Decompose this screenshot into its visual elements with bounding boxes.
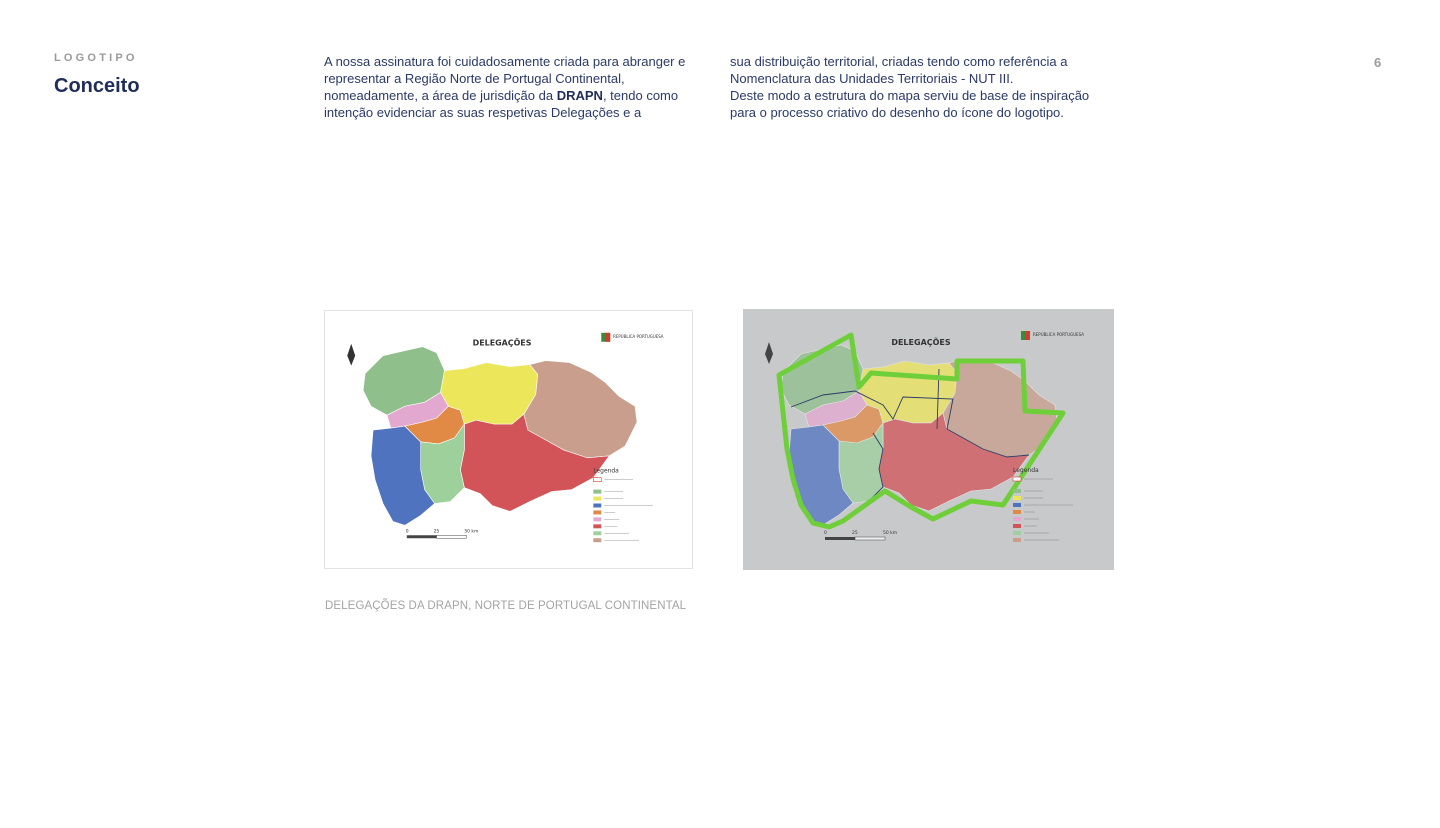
- body-paragraph-3: Deste modo a estrutura do mapa serviu de base de inspiração para o processo criativo do desenho do ícone do logotipo.: [730, 88, 1090, 120]
- body-paragraph-1: [324, 53, 704, 121]
- body-paragraph-2: sua distribuição territorial, criadas tendo como referência a Nomenclatura das Unidades Territoriais - NUT III.: [730, 54, 1068, 86]
- republic-label: REPÚBLICA PORTUGUESA: [613, 333, 664, 339]
- delegacoes-map-outlined-svg: [743, 309, 1114, 570]
- scale-bar: [824, 530, 897, 540]
- map-title: DELEGAÇÕES: [472, 338, 532, 348]
- scale-label-0: 0: [824, 531, 827, 536]
- delegacoes-map-image: [324, 310, 693, 569]
- scale-label-25: 25: [852, 531, 858, 536]
- delegacoes-map-svg: [325, 311, 692, 568]
- page-title: Conceito: [54, 75, 140, 97]
- republic-logo: [1021, 331, 1084, 340]
- body-text-bold: DRAPN: [556, 88, 603, 103]
- page-number: 6: [1374, 55, 1382, 70]
- scale-label-0: 0: [405, 529, 409, 535]
- legend-title: Legenda: [1013, 467, 1039, 474]
- scale-label-50: 50 km: [464, 529, 479, 535]
- republic-label: REPÚBLICA PORTUGUESA: [1033, 332, 1084, 337]
- republic-logo: [601, 333, 664, 342]
- scale-bar: [406, 528, 479, 538]
- legend-title: Legenda: [593, 467, 619, 475]
- body-text-pre: A nossa assinatura foi cuidadosamente criada para abranger e representar a Região Norte de Portugal Continental, nomeadamente, a área de jurisdição da: [324, 54, 686, 103]
- north-arrow-icon: [347, 344, 355, 366]
- map-legend: [593, 468, 653, 542]
- body-text-post: , tendo como intenção evidenciar as suas respetivas Delegações e a: [324, 88, 679, 120]
- map-title: DELEGAÇÕES: [891, 338, 951, 347]
- north-arrow-icon: [765, 342, 773, 364]
- scale-label-25: 25: [433, 529, 440, 535]
- delegacoes-map-outlined-image: [743, 309, 1114, 570]
- scale-label-50: 50 km: [883, 531, 898, 536]
- body-column-2: [730, 53, 1110, 121]
- section-eyebrow: LOGOTIPO: [54, 52, 138, 64]
- body-column-1: [324, 53, 704, 121]
- figure-caption: DELEGAÇÕES DA DRAPN, NORTE DE PORTUGAL CONTINENTAL: [325, 600, 687, 612]
